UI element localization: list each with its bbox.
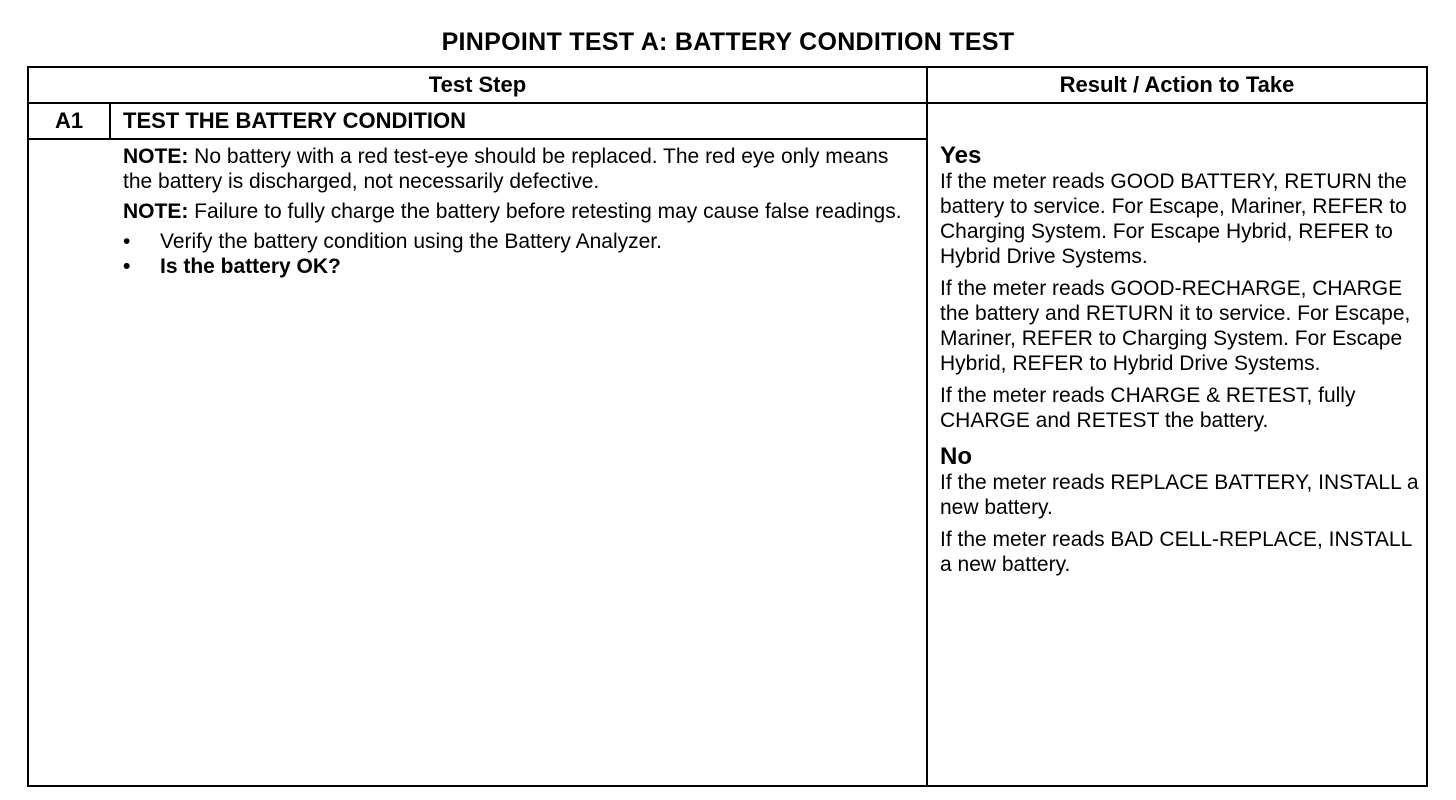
result-yes-paragraph: If the meter reads GOOD BATTERY, RETURN the battery to service. For Escape, Mariner, REFER to Charging System. For Escape Hybrid, REFER to Hybrid Drive Systems. <box>940 170 1407 268</box>
note-2 <box>123 199 913 224</box>
step-id-divider <box>109 102 111 140</box>
list-item <box>123 229 913 254</box>
bullet-icon: • <box>123 230 131 253</box>
step-id: A1 <box>54 108 84 133</box>
step-title-divider <box>27 138 928 140</box>
result-no-label: No <box>940 443 972 470</box>
header-result-action: Result / Action to Take <box>1059 72 1295 97</box>
page-title: PINPOINT TEST A: BATTERY CONDITION TEST <box>441 28 1015 56</box>
note-1-text: No battery with a red test-eye should be replaced. The red eye only means the battery is discharged, not necessarily defective. <box>123 145 889 193</box>
result-no-paragraph: If the meter reads REPLACE BATTERY, INSTALL a new battery. <box>940 471 1419 519</box>
header-test-step: Test Step <box>428 72 527 97</box>
bullet-text: Verify the battery condition using the Battery Analyzer. <box>160 230 662 253</box>
result-yes-paragraph: If the meter reads GOOD-RECHARGE, CHARGE the battery and RETURN it to service. For Escape, Mariner, REFER to Charging System. For Escape Hybrid, REFER to Hybrid Drive Systems. <box>940 277 1411 375</box>
note-2-text: Failure to fully charge the battery before retesting may cause false readings. <box>188 200 902 223</box>
result-yes-paragraph: If the meter reads CHARGE & RETEST, fully CHARGE and RETEST the battery. <box>940 384 1356 432</box>
column-divider <box>926 66 928 787</box>
bullet-question: Is the battery OK? <box>160 255 341 278</box>
note-1 <box>123 144 913 194</box>
result-no-paragraph: If the meter reads BAD CELL-REPLACE, INSTALL a new battery. <box>940 528 1412 576</box>
result-yes-label: Yes <box>940 142 982 169</box>
step-title: TEST THE BATTERY CONDITION <box>123 108 467 133</box>
step-instructions <box>123 144 913 279</box>
result-actions <box>940 142 1420 584</box>
bullet-icon: • <box>123 255 131 278</box>
list-item <box>123 254 913 279</box>
header-divider <box>27 102 1428 104</box>
step-bullet-list <box>123 229 913 279</box>
note-2-label: NOTE: <box>123 200 189 223</box>
note-1-label: NOTE: <box>123 145 189 168</box>
